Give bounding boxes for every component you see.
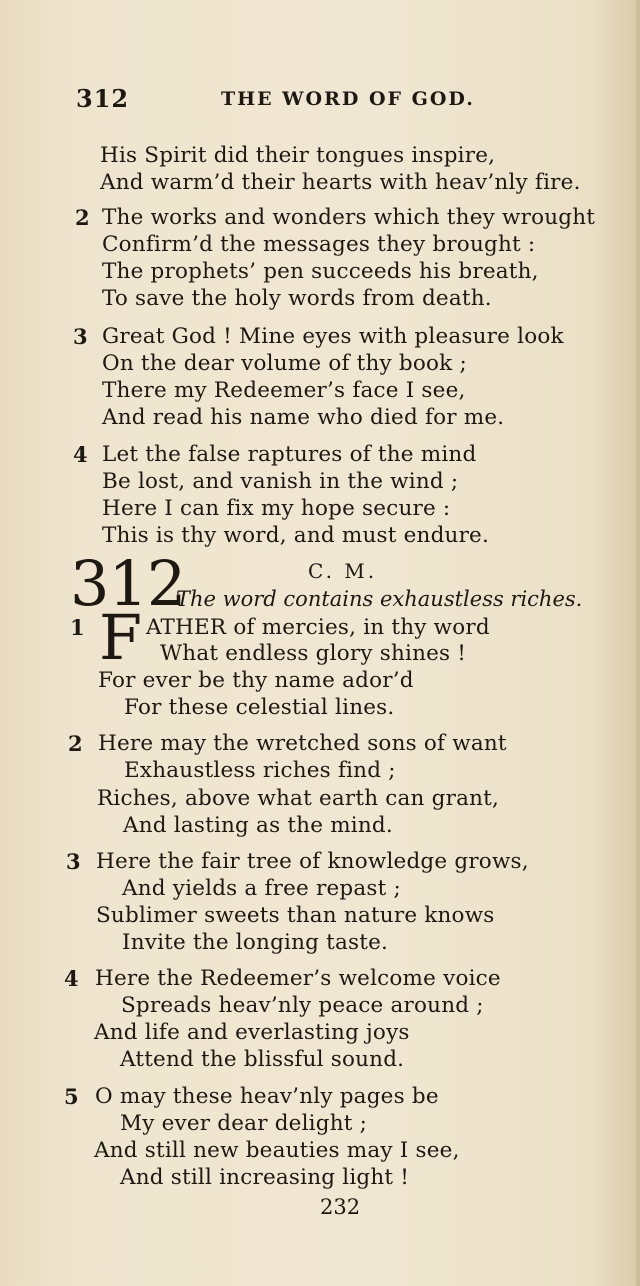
hymn-subtitle: The word contains exhaustless riches. bbox=[176, 587, 583, 611]
verse-line: On the dear volume of thy book ; bbox=[102, 351, 467, 376]
signature-number: 232 bbox=[320, 1195, 361, 1219]
verse-line: ATHER of mercies, in thy word bbox=[146, 615, 490, 640]
stanza-number: 2 bbox=[75, 205, 90, 230]
verse-line: And still increasing light ! bbox=[120, 1165, 410, 1190]
verse-line: And yields a free repast ; bbox=[122, 876, 401, 901]
stanza-number: 4 bbox=[64, 966, 79, 991]
verse-line: Riches, above what earth can grant, bbox=[97, 786, 500, 811]
verse-line: And warm’d their hearts with heav’nly fire. bbox=[100, 170, 581, 195]
verse-line: The prophets’ pen succeeds his breath, bbox=[102, 259, 539, 284]
verse-line: O may these heav’nly pages be bbox=[95, 1084, 439, 1109]
verse-line: Confirm’d the messages they brought : bbox=[102, 232, 536, 257]
stanza-number: 4 bbox=[73, 442, 88, 467]
verse-line: Invite the longing taste. bbox=[122, 930, 389, 955]
hymn-meter: C. M. bbox=[308, 559, 378, 583]
verse-line: Great God ! Mine eyes with pleasure look bbox=[102, 324, 564, 349]
verse-line: And lasting as the mind. bbox=[123, 813, 393, 838]
stanza-number: 2 bbox=[68, 731, 83, 756]
verse-line: There my Redeemer’s face I see, bbox=[102, 378, 466, 403]
verse-line: Sublimer sweets than nature knows bbox=[96, 903, 495, 928]
verse-line: The works and wonders which they wrought bbox=[102, 205, 596, 230]
verse-line: For these celestial lines. bbox=[124, 695, 395, 720]
stanza-number: 1 bbox=[70, 615, 85, 640]
verse-line: To save the holy words from death. bbox=[102, 286, 492, 311]
stanza-number: 5 bbox=[64, 1084, 79, 1109]
verse-line: Attend the blissful sound. bbox=[120, 1047, 405, 1072]
verse-line: His Spirit did their tongues inspire, bbox=[100, 143, 496, 168]
page-number: 312 bbox=[76, 84, 130, 113]
verse-line: Be lost, and vanish in the wind ; bbox=[102, 469, 459, 494]
verse-line: And life and everlasting joys bbox=[94, 1020, 410, 1045]
hymn-number: 312 bbox=[70, 547, 186, 620]
verse-line: For ever be thy name ador’d bbox=[98, 668, 414, 693]
verse-line: And still new beauties may I see, bbox=[94, 1138, 460, 1163]
running-title: THE WORD OF GOD. bbox=[221, 88, 475, 110]
verse-line: Here I can fix my hope secure : bbox=[102, 496, 451, 521]
verse-line: Spreads heav’nly peace around ; bbox=[121, 993, 484, 1018]
page-edge bbox=[636, 0, 640, 1286]
verse-line: Here the fair tree of knowledge grows, bbox=[96, 849, 529, 874]
verse-line: Exhaustless riches find ; bbox=[124, 758, 396, 783]
verse-line: My ever dear delight ; bbox=[120, 1111, 368, 1136]
verse-line: This is thy word, and must endure. bbox=[102, 523, 490, 548]
stanza-number: 3 bbox=[66, 849, 81, 874]
drop-cap: F bbox=[99, 601, 143, 674]
stanza-number: 3 bbox=[73, 324, 88, 349]
verse-line: Here may the wretched sons of want bbox=[98, 731, 507, 756]
page-header bbox=[76, 84, 596, 116]
verse-line: Let the false raptures of the mind bbox=[102, 442, 477, 467]
verse-line: What endless glory shines ! bbox=[160, 641, 467, 666]
verse-line: Here the Redeemer’s welcome voice bbox=[95, 966, 501, 991]
verse-line: And read his name who died for me. bbox=[102, 405, 505, 430]
